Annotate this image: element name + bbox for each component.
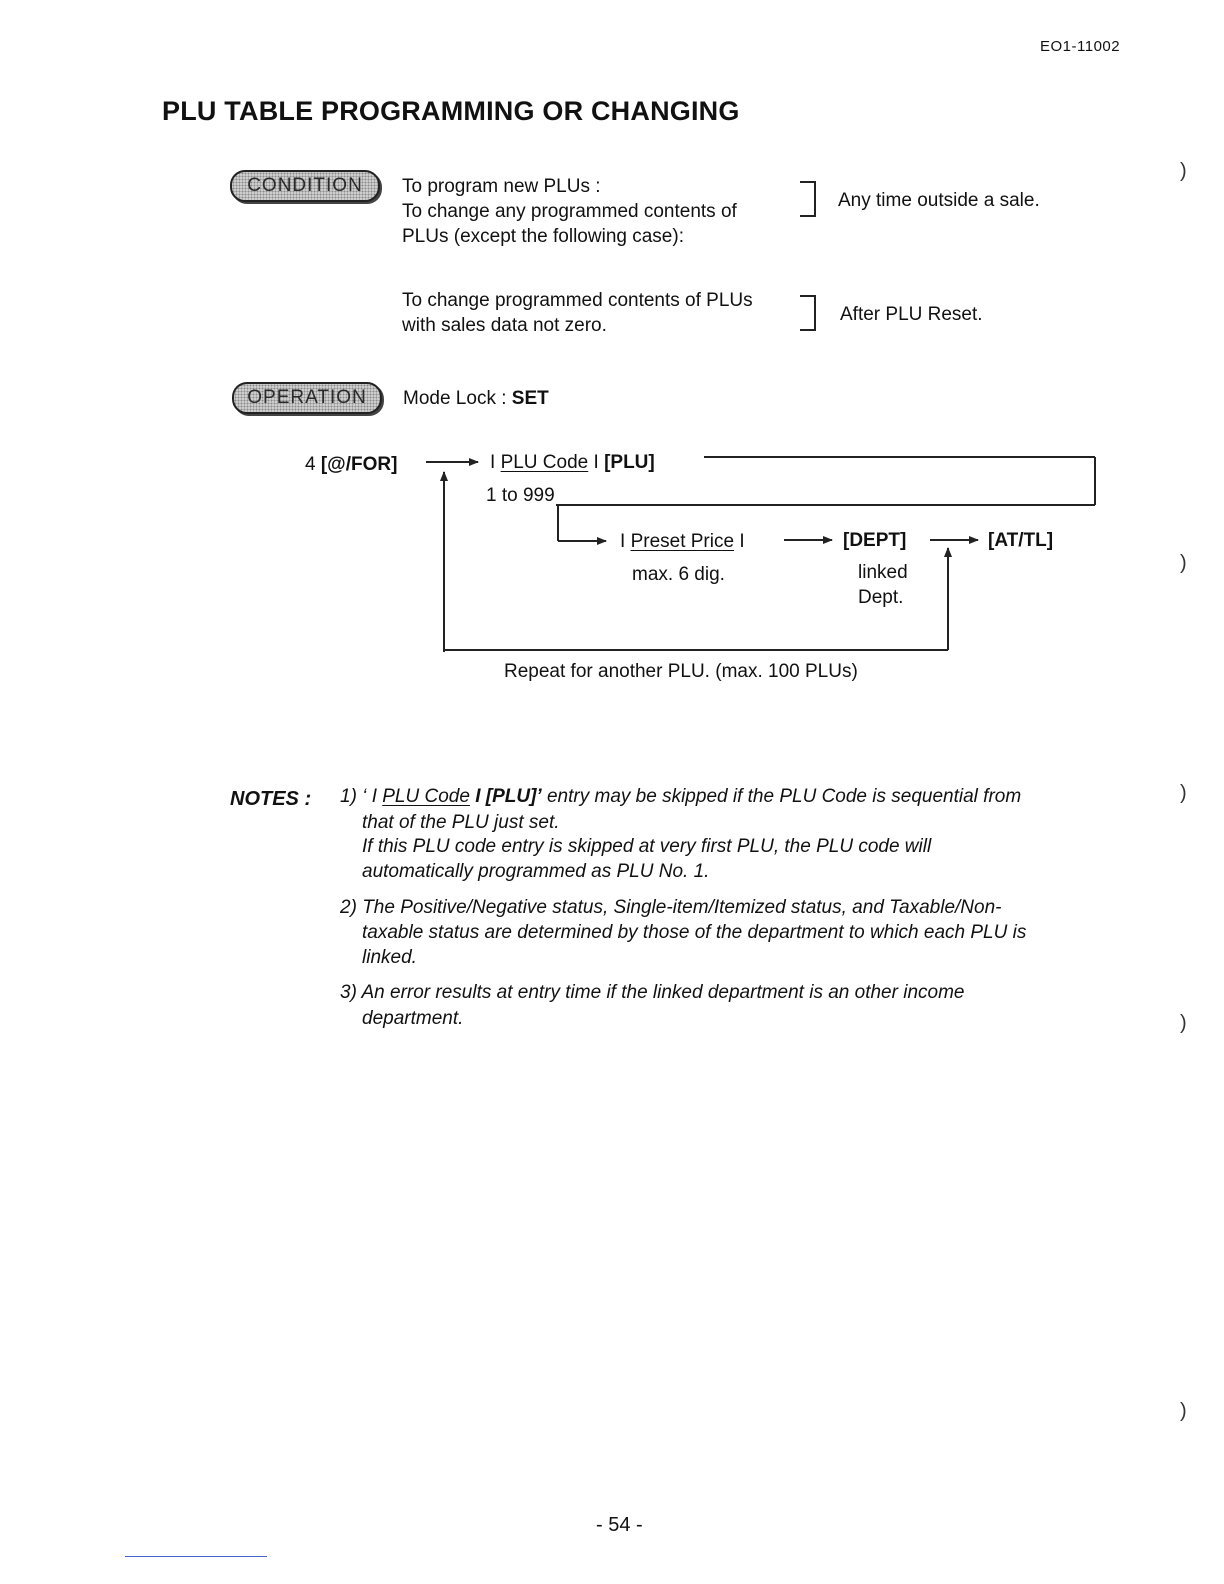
note-1-line-1-rest: entry may be skipped if the PLU Code is sequential from <box>546 786 1022 807</box>
note-1-line-2: that of the PLU just set. <box>362 812 560 833</box>
flow-preset-entry <box>620 529 745 554</box>
note-1-line-1 <box>340 784 1021 809</box>
page-number: - 54 - <box>596 1514 643 1536</box>
flow-start-key: [@/FOR] <box>320 454 398 475</box>
margin-mark: ) <box>1180 160 1187 182</box>
condition-result-1: Any time outside a sale. <box>838 190 1040 211</box>
note-1-line-4: automatically programmed as PLU No. 1. <box>362 861 710 882</box>
note-3-number: 3) <box>340 982 357 1003</box>
flow-repeat-note: Repeat for another PLU. (max. 100 PLUs) <box>504 661 858 682</box>
flow-start-prefix: 4 <box>305 454 316 475</box>
note-2-line-2: taxable status are determined by those of the department to which each PLU is <box>362 922 1027 943</box>
flow-plu-key: [PLU] <box>604 452 655 473</box>
flow-plu-entry <box>490 450 655 475</box>
note-1-open-quote: ‘ I <box>362 786 377 807</box>
note-3-line-2: department. <box>362 1008 464 1029</box>
flow-dept-note-2: Dept. <box>858 587 904 608</box>
condition-line-5: with sales data not zero. <box>402 315 607 336</box>
flow-end-key: [AT/TL] <box>988 530 1054 551</box>
note-1-key: I [PLU]’ <box>475 786 542 807</box>
note-3-line-1-text: An error results at entry time if the linked department is an other income <box>361 982 965 1003</box>
margin-mark: ) <box>1180 1012 1187 1034</box>
flow-dept-key: [DEPT] <box>843 530 907 551</box>
note-2-line-3: linked. <box>362 947 417 968</box>
note-1-line-3: If this PLU code entry is skipped at very first PLU, the PLU code will <box>362 836 932 857</box>
mode-lock-value: SET <box>511 388 549 409</box>
note-3-line-1 <box>340 980 964 1005</box>
bar-symbol: I <box>739 531 745 552</box>
condition-line-1: To program new PLUs : <box>402 176 601 197</box>
flow-plu-code: PLU Code <box>500 452 589 473</box>
operation-badge: OPERATION <box>232 382 382 414</box>
condition-line-3: PLUs (except the following case): <box>402 226 684 247</box>
note-2-number: 2) <box>340 897 357 918</box>
bar-symbol: I <box>490 452 496 473</box>
condition-line-4: To change programmed contents of PLUs <box>402 290 753 311</box>
note-1-plu-code: PLU Code <box>382 786 470 807</box>
condition-result-2: After PLU Reset. <box>840 304 983 325</box>
flow-preset-price: Preset Price <box>630 531 735 552</box>
notes-label: NOTES : <box>230 788 312 810</box>
document-number: EO1-11002 <box>1040 38 1121 55</box>
note-2-line-1-text: The Positive/Negative status, Single-item/Itemized status, and Taxable/Non- <box>362 897 1002 918</box>
bar-symbol: I <box>593 452 599 473</box>
flow-dept-note-1: linked <box>858 562 908 583</box>
flow-plu-range: 1 to 999 <box>486 485 555 506</box>
bar-symbol: I <box>620 531 626 552</box>
condition-badge: CONDITION <box>230 170 380 202</box>
margin-mark: ) <box>1180 552 1187 574</box>
page-title: PLU TABLE PROGRAMMING OR CHANGING <box>162 96 740 126</box>
mode-lock-label: Mode Lock : <box>403 388 507 409</box>
note-2-line-1 <box>340 895 1001 920</box>
condition-line-2: To change any programmed contents of <box>402 201 737 222</box>
flow-preset-limit: max. 6 dig. <box>632 564 725 585</box>
margin-mark: ) <box>1180 782 1187 804</box>
margin-mark: ) <box>1180 1400 1187 1422</box>
flow-start <box>305 452 397 477</box>
footer-divider <box>125 1556 267 1557</box>
note-1-number: 1) <box>340 786 357 807</box>
